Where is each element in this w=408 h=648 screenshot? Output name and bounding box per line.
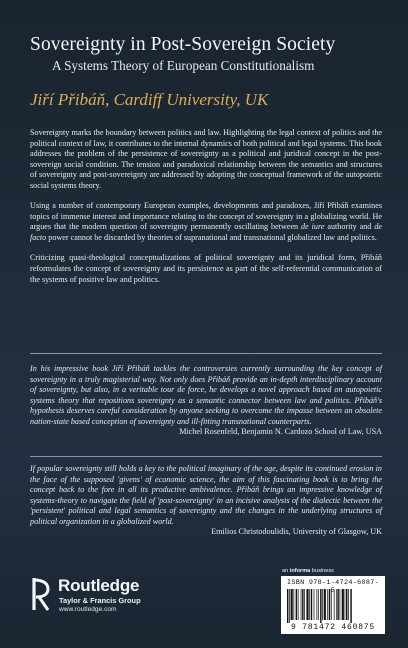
barcode-bar [329,589,330,620]
publisher-logo [30,572,180,618]
description-text: power cannot be discarded by theories of supranational and transnational globalized law and politics. [46,232,377,242]
barcode-bar [306,589,308,620]
description-paragraph-2 [30,201,382,243]
barcode-bar [337,589,338,620]
barcode-bar [324,589,326,620]
isbn-label: ISBN 978-1-4724-6087-5 [287,579,379,595]
book-title: Sovereignty in Post-Sovereign Society [30,34,336,55]
barcode-bar [331,589,332,620]
endorsement-attribution: Emilios Christodoulidis, University of Glasgow, UK [211,527,382,537]
barcode-bar [350,589,351,623]
endorsement-quote: In his impressive book Jiří Přibáň tackles the controversies currently surrounding the key concept of sovereignty in a truly magisterial way. Not only does Přibáň provide an in-depth interdisciplinary account of sovereignty, but also, in a veritable tour de force, he develops a novel approach based on autopoietic systems theory that repositions sovereignty as a semantic connector between law and politics. Přibáň's hypothesis deserves careful consideration by anyone seeking to overcome the impasse between an obsolete nation-state based conception of sovereignty and ill-fitting transnational counterparts. [30,364,382,426]
barcode-bar [304,589,305,620]
barcode-bar [342,589,344,620]
publisher-url: www.routledge.com [59,606,117,613]
endorsement [30,464,382,538]
barcode-bar [314,589,315,620]
barcode-digits: 9 781472 460875 [290,623,375,632]
divider [30,456,382,457]
description-paragraph-3: Criticizing quasi-theological conceptualizations of political sovereignty and its juridical form, Přibáň reformulates the concept of sovereignty and its persistence as part of the self-referential communication of the systems of positive law and politics. [30,253,382,284]
publisher-name: Routledge [58,576,140,595]
barcode-bar [334,589,335,620]
publisher-group: Taylor & Francis Group [59,596,141,605]
barcode-bar [291,589,293,620]
barcode-panel [281,576,385,634]
latin-term: de facto [30,222,382,242]
barcode-bar [317,589,318,620]
barcode-bar [320,589,321,623]
barcode-bar [311,589,312,620]
description-text: Using a number of contemporary European examples, developments and paradoxes, Jiří Přibáň examines topics of immense interest and importance relating to the concept of sovereignty in a globalizing world. He argues that the modern question of sovereignty permanently oscillating between [30,201,382,232]
barcode-bar [309,589,310,620]
informa-business-label [282,568,334,574]
divider [30,353,382,354]
barcode-bar [336,589,337,620]
description-text: authority and [324,222,375,232]
barcode-bar [322,589,323,620]
barcode-bar [296,589,297,620]
informa-text: an [282,568,290,574]
informa-text: business [310,568,334,574]
endorsement [30,364,382,438]
barcode-bar [340,589,341,620]
book-author: Jiří Přibáň, Cardiff University, UK [30,90,269,109]
barcode-bar [298,589,299,620]
book-description [30,128,382,295]
barcode-bar [345,589,346,620]
barcode-bar [327,589,328,620]
book-subtitle: A Systems Theory of European Constitutionalism [52,58,315,73]
routledge-r-icon [30,576,52,612]
barcode [285,589,381,623]
barcode-bar [318,589,319,620]
barcode-bar [346,589,347,620]
barcode-bar [348,589,349,620]
informa-brand: informa [289,568,311,574]
endorsement-attribution: Michel Rosenfeld, Benjamin N. Cardozo School of Law, USA [179,427,382,437]
endorsement-quote: If popular sovereignty still holds a key to the political imaginary of the age, despite its continued erosion in the face of the supposed 'givens' of economic science, the aim of this fascinating book is to bring the concept back to the fore in all its productive ambivalence. Přibáň brings an impressive knowledge of systems-theory to navigate the field of 'post-sovereignty' in an incisive analysis of the dialectic between the 'persistent' political and legal semantics of sovereignty and the changes in the underlying structures of political organization in a globalized world. [30,464,382,526]
description-paragraph-1: Sovereignty marks the boundary between politics and law. Highlighting the legal context of politics and the political context of law, it contributes to the internal dynamics of both political and legal systems. This book addresses the problem of the persistence of sovereignty as a political and juridical concept in the post-sovereign social condition. The tension and paradoxical relationship between the semantics and structures of sovereignty and post-sovereignty are addressed by adopting the conceptual framework of the autopoietic social systems theory. [30,128,382,190]
barcode-bar [302,589,303,620]
barcode-bar [287,589,288,623]
barcode-bar [293,589,294,620]
barcode-bar [289,589,290,623]
barcode-bar [301,589,302,620]
latin-term: de iure [301,222,325,232]
